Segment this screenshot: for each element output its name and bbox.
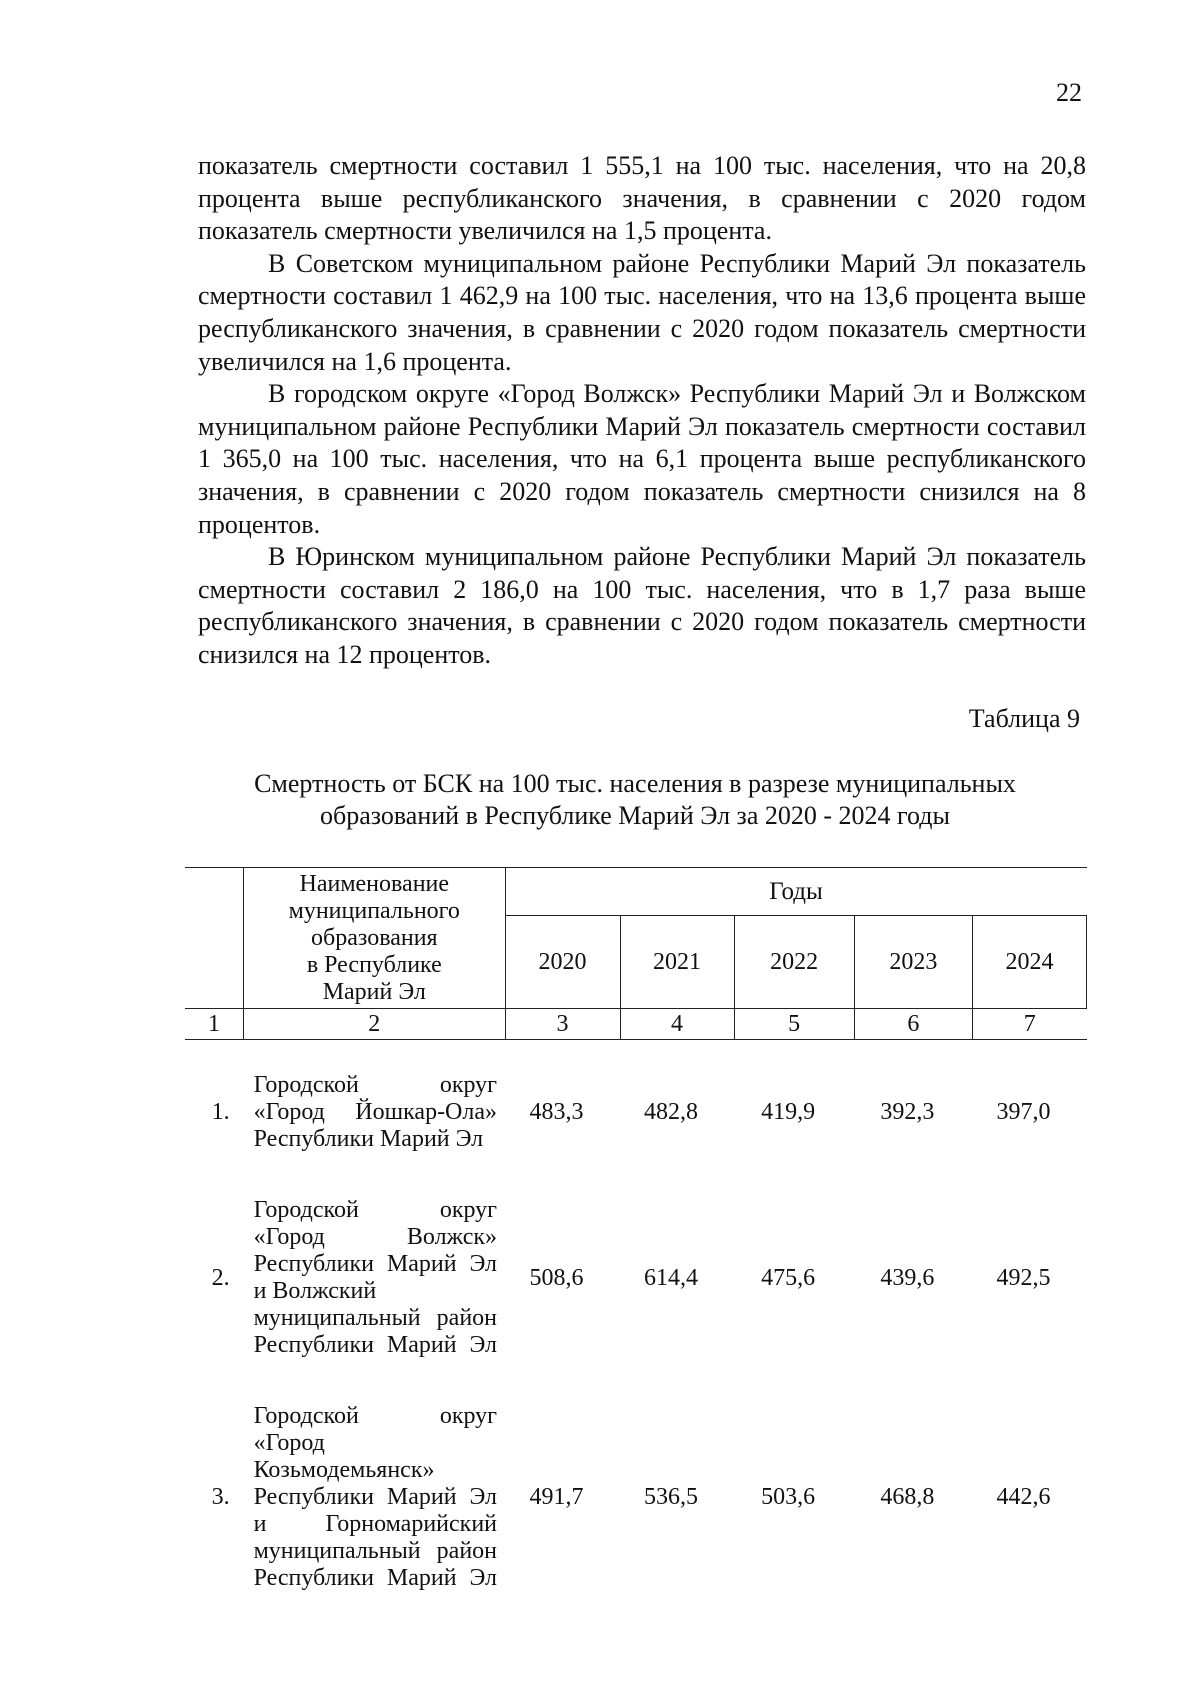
row-name-line: «Город Йошкар-Ола»	[253, 1099, 498, 1125]
row-name-line: «Город Волжск»	[253, 1224, 498, 1250]
column-number: 7	[972, 1009, 1086, 1040]
table-title-line: Смертность от БСК на 100 тыс. населения в разрезе муниципальных	[254, 769, 1016, 798]
row-name-line: Республики Марий Эл	[253, 1565, 498, 1591]
header-name-line: образования	[310, 924, 438, 951]
column-number: 3	[505, 1009, 620, 1040]
table-title-line: образований в Республике Марий Эл за 2020 - 2024 годы	[319, 801, 950, 830]
header-year: 2023	[854, 916, 972, 1009]
row-index: 1.	[211, 1099, 230, 1125]
row-name-line: Городской округ	[253, 1072, 498, 1098]
row-value: 468,8	[880, 1484, 935, 1510]
row-value: 614,4	[644, 1264, 699, 1291]
paragraph: В Советском муниципальном районе Республики Марий Эл показатель смертности составил 1 462,9 на 100 тыс. населения, что на 13,6 процента выше республиканского значения, в сравнении с 2020 годом показатель смертности увеличился на 1,6 процента.	[198, 248, 1086, 376]
row-name-line: и Горномарийский	[253, 1511, 498, 1537]
table-row	[185, 1072, 1087, 1153]
spacer	[185, 1359, 1087, 1403]
table-title	[190, 768, 1080, 832]
header-name-line: Наименование	[299, 870, 450, 897]
table-row	[185, 1197, 1087, 1359]
table-label: Таблица 9	[968, 704, 1080, 733]
header-year: 2024	[972, 916, 1086, 1009]
paragraph: В Юринском муниципальном районе Республики Марий Эл показатель смертности составил 2 186,0 на 100 тыс. населения, что в 1,7 раза выше республиканского значения, в сравнении с 2020 годом показатель смертности снизился на 12 процентов.	[198, 542, 1086, 669]
header-years: Годы	[505, 868, 1086, 916]
header-name-line: муниципального	[288, 897, 460, 924]
row-value: 419,9	[761, 1099, 816, 1125]
spacer	[185, 1040, 1087, 1073]
header-year: 2021	[620, 916, 734, 1009]
table-row	[185, 1403, 1087, 1592]
column-number: 4	[620, 1009, 734, 1040]
row-index: 2.	[211, 1264, 230, 1291]
row-name-line: Республики Марий Эл	[253, 1251, 498, 1277]
row-value: 439,6	[880, 1264, 935, 1291]
row-name	[244, 1403, 505, 1592]
header-name-cell	[244, 868, 505, 1009]
row-value: 475,6	[761, 1264, 816, 1291]
paragraph: показатель смертности составил 1 555,1 на 100 тыс. населения, что на 20,8 процента выше республиканского значения, в сравнении с 2020 годом показатель смертности увеличился на 1,5 процента.	[198, 151, 1086, 246]
header-index-cell	[185, 868, 244, 1009]
header-name-line: Марий Эл	[322, 978, 426, 1005]
row-index: 3.	[211, 1484, 230, 1510]
column-number: 5	[734, 1009, 854, 1040]
paragraph: В городском округе «Город Волжск» Республики Марий Эл и Волжском муниципальном районе Республики Марий Эл показатель смертности составил 1 365,0 на 100 тыс. населения, что на 6,1 процента выше республиканского значения, в сравнении с 2020 годом показатель смертности снизился на 8 процентов.	[198, 379, 1086, 539]
column-number: 2	[244, 1009, 505, 1040]
row-value: 503,6	[761, 1484, 816, 1510]
header-year: 2020	[505, 916, 620, 1009]
row-name	[244, 1197, 505, 1359]
header-year: 2022	[734, 916, 854, 1009]
row-name-line: Городской округ	[253, 1403, 498, 1429]
column-number: 6	[854, 1009, 972, 1040]
body-text	[198, 150, 1086, 672]
row-name-line: Козьмодемьянск»	[253, 1457, 435, 1483]
row-value: 482,8	[644, 1099, 699, 1125]
row-name-line: муниципальный район	[253, 1305, 498, 1331]
row-name-line: «Город	[253, 1430, 325, 1456]
row-name-line: Республики Марий Эл	[253, 1126, 484, 1152]
row-value: 483,3	[529, 1099, 584, 1125]
column-numbers-row	[185, 1009, 1087, 1040]
row-value: 492,5	[996, 1264, 1051, 1291]
row-name-line: Республики Марий Эл	[253, 1332, 498, 1358]
row-name-line: Республики Марий Эл	[253, 1484, 498, 1510]
row-name-line: муниципальный район	[253, 1538, 498, 1564]
mortality-table	[185, 867, 1087, 1592]
row-value: 508,6	[529, 1264, 584, 1291]
spacer	[185, 1153, 1087, 1197]
row-value: 491,7	[529, 1484, 584, 1510]
row-name-line: и Волжский	[253, 1278, 377, 1304]
row-value: 392,3	[880, 1099, 935, 1125]
row-name	[244, 1072, 505, 1153]
page-number: 22	[1056, 78, 1082, 107]
column-number: 1	[185, 1009, 244, 1040]
row-value: 442,6	[996, 1484, 1051, 1510]
row-value: 536,5	[644, 1484, 699, 1510]
header-name-line: в Республике	[306, 951, 442, 978]
row-name-line: Городской округ	[253, 1197, 498, 1223]
row-value: 397,0	[996, 1099, 1051, 1125]
